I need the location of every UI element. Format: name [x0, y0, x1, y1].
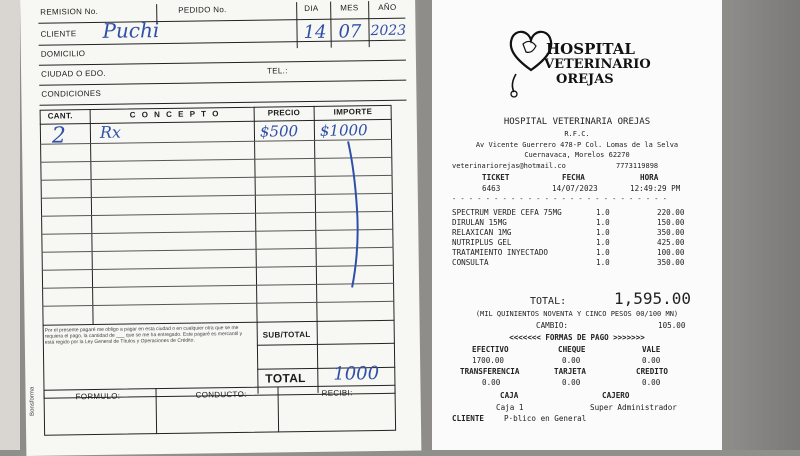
item-cant: 2 — [51, 123, 67, 149]
efectivo-label: EFECTIVO — [472, 345, 509, 354]
total-label: TOTAL: — [530, 296, 567, 307]
tel-label: TEL.: — [267, 66, 288, 76]
receipt — [432, 0, 722, 450]
concepto-header: C O N C E P T O — [129, 109, 221, 120]
dia-value: 14 — [303, 21, 327, 44]
subtotal-label: SUB/TOTAL — [262, 329, 311, 340]
business-name: HOSPITAL VETERINARIA OREJAS — [503, 117, 651, 127]
cliente-label: CLIENTE — [452, 414, 485, 423]
hora-label: HORA — [640, 173, 659, 182]
vale-value: 0.00 — [642, 356, 661, 365]
cambio-label: CAMBIO: — [536, 321, 569, 330]
caja-label: CAJA — [500, 391, 519, 400]
fecha-label: FECHA — [562, 173, 585, 182]
item-amount: 150.00 — [657, 218, 685, 227]
logo-line1: HOSPITAL — [546, 40, 635, 58]
conducto-label: CONDUCTO: — [195, 389, 247, 400]
cliente-value: Puchi — [102, 18, 160, 43]
list-item — [452, 228, 692, 238]
ticket-label: TICKET — [482, 173, 510, 182]
rfc: R.F.C. — [564, 130, 590, 138]
total-in-words: (MIL QUINIENTOS NOVENTA Y CINCO PESOS 00/100 MN) — [475, 310, 679, 318]
item-name: RELAXICAN 1MG — [452, 228, 512, 237]
remision-row — [38, 0, 405, 24]
cliente-label: CLIENTE — [40, 29, 77, 39]
total-value: 1,595.00 — [614, 289, 692, 308]
caja-value: Caja 1 — [496, 403, 524, 412]
logo-line3: OREJAS — [556, 72, 614, 87]
delivery-note — [20, 0, 421, 456]
pedido-label: PEDIDO No. — [178, 5, 227, 15]
item-qty: 1.0 — [596, 248, 610, 257]
item-qty: 1.0 — [596, 238, 610, 247]
formulo-label: FORMULO: — [75, 391, 121, 402]
precio-header: PRECIO — [267, 108, 301, 118]
address-line1: Av Vicente Guerrero 478-P Col. Lomas de la Selva — [475, 141, 679, 149]
cliente-value: P·blico en General — [504, 414, 587, 423]
item-qty: 1.0 — [596, 258, 610, 267]
item-name: NUTRIPLUS GEL — [452, 238, 512, 247]
item-name: TRATAMIENTO INYECTADO — [452, 248, 549, 257]
list-item — [452, 238, 692, 248]
total-label: TOTAL — [265, 371, 306, 386]
recibi-label: RECIBI: — [321, 388, 353, 398]
ciudad-label: CIUDAD O EDO. — [41, 68, 106, 79]
credito-value: 0.00 — [642, 378, 661, 387]
cant-header: CANT. — [47, 111, 73, 121]
cheque-value: 0.00 — [562, 356, 581, 365]
condiciones-row — [39, 81, 406, 106]
tarjeta-value: 0.00 — [562, 378, 581, 387]
list-item — [452, 258, 692, 268]
item-name: SPECTRUM VERDE CEFA 75MG — [452, 208, 562, 217]
transferencia-label: TRANSFERENCIA — [460, 367, 520, 376]
remision-label: REMISION No. — [40, 6, 99, 17]
total-value: 1000 — [333, 363, 380, 385]
side-brand-text: Bonsforma — [29, 386, 36, 416]
item-importe: $1000 — [319, 121, 368, 140]
item-amount: 350.00 — [657, 258, 685, 267]
item-concepto: Rx — [99, 122, 122, 142]
item-amount: 100.00 — [657, 248, 685, 257]
ano-value: 2023 — [370, 22, 407, 40]
efectivo-value: 1700.00 — [472, 356, 505, 365]
ano-label: AÑO — [378, 2, 397, 12]
cambio-value: 105.00 — [658, 321, 686, 330]
ticket-value: 6463 — [482, 184, 501, 193]
item-amount: 350.00 — [657, 228, 685, 237]
logo-line2: VETERINARIO — [544, 57, 651, 72]
phone: 7773119898 — [616, 162, 659, 170]
formas-de-pago-header: <<<<<<< FORMAS DE PAGO >>>>>>> — [509, 333, 645, 342]
item-amount: 425.00 — [657, 238, 685, 247]
cajero-label: CAJERO — [602, 391, 630, 400]
email: veterinariorejas@hotmail.co — [452, 162, 566, 170]
address-line2: Cuernavaca, Morelos 62270 — [524, 151, 630, 159]
mes-value: 07 — [338, 21, 362, 43]
credito-label: CREDITO — [636, 367, 669, 376]
handwritten-stroke — [340, 139, 372, 289]
item-name: DIRULAN 15MG — [452, 218, 507, 227]
pagare-text: Por el presente pagaré me obligo a pagar en esta ciudad o en cualquier otra que se me requiera el pago, la cantidad de ___ que se me ha entregado. Este pagaré es mercantil y está regido por la Ley General de Títulos y Operaciones de Crédito. — [44, 324, 243, 346]
vale-label: VALE — [642, 345, 661, 354]
transferencia-value: 0.00 — [482, 378, 501, 387]
item-qty: 1.0 — [596, 208, 610, 217]
tarjeta-label: TARJETA — [554, 367, 587, 376]
item-amount: 220.00 — [657, 208, 685, 217]
cajero-value: Super Administrador — [590, 403, 677, 412]
list-item — [452, 248, 692, 258]
item-qty: 1.0 — [596, 228, 610, 237]
cheque-label: CHEQUE — [558, 345, 586, 354]
domicilio-label: DOMICILIO — [40, 49, 86, 59]
condiciones-label: CONDICIONES — [41, 88, 102, 99]
items-list — [452, 208, 692, 268]
item-precio: $500 — [259, 122, 299, 141]
fecha-value: 14/07/2023 — [552, 184, 598, 193]
separator-line: - - - - - - - - - - - - - - - - - - - - - - - - - - — [452, 195, 667, 203]
item-qty: 1.0 — [596, 218, 610, 227]
dia-label: DIA — [304, 3, 319, 14]
list-item — [452, 208, 692, 218]
item-name: CONSULTA — [452, 258, 489, 267]
importe-header: IMPORTE — [333, 107, 373, 117]
hora-value: 12:49:29 PM — [630, 184, 681, 193]
list-item — [452, 218, 692, 228]
mes-label: MES — [340, 3, 359, 13]
